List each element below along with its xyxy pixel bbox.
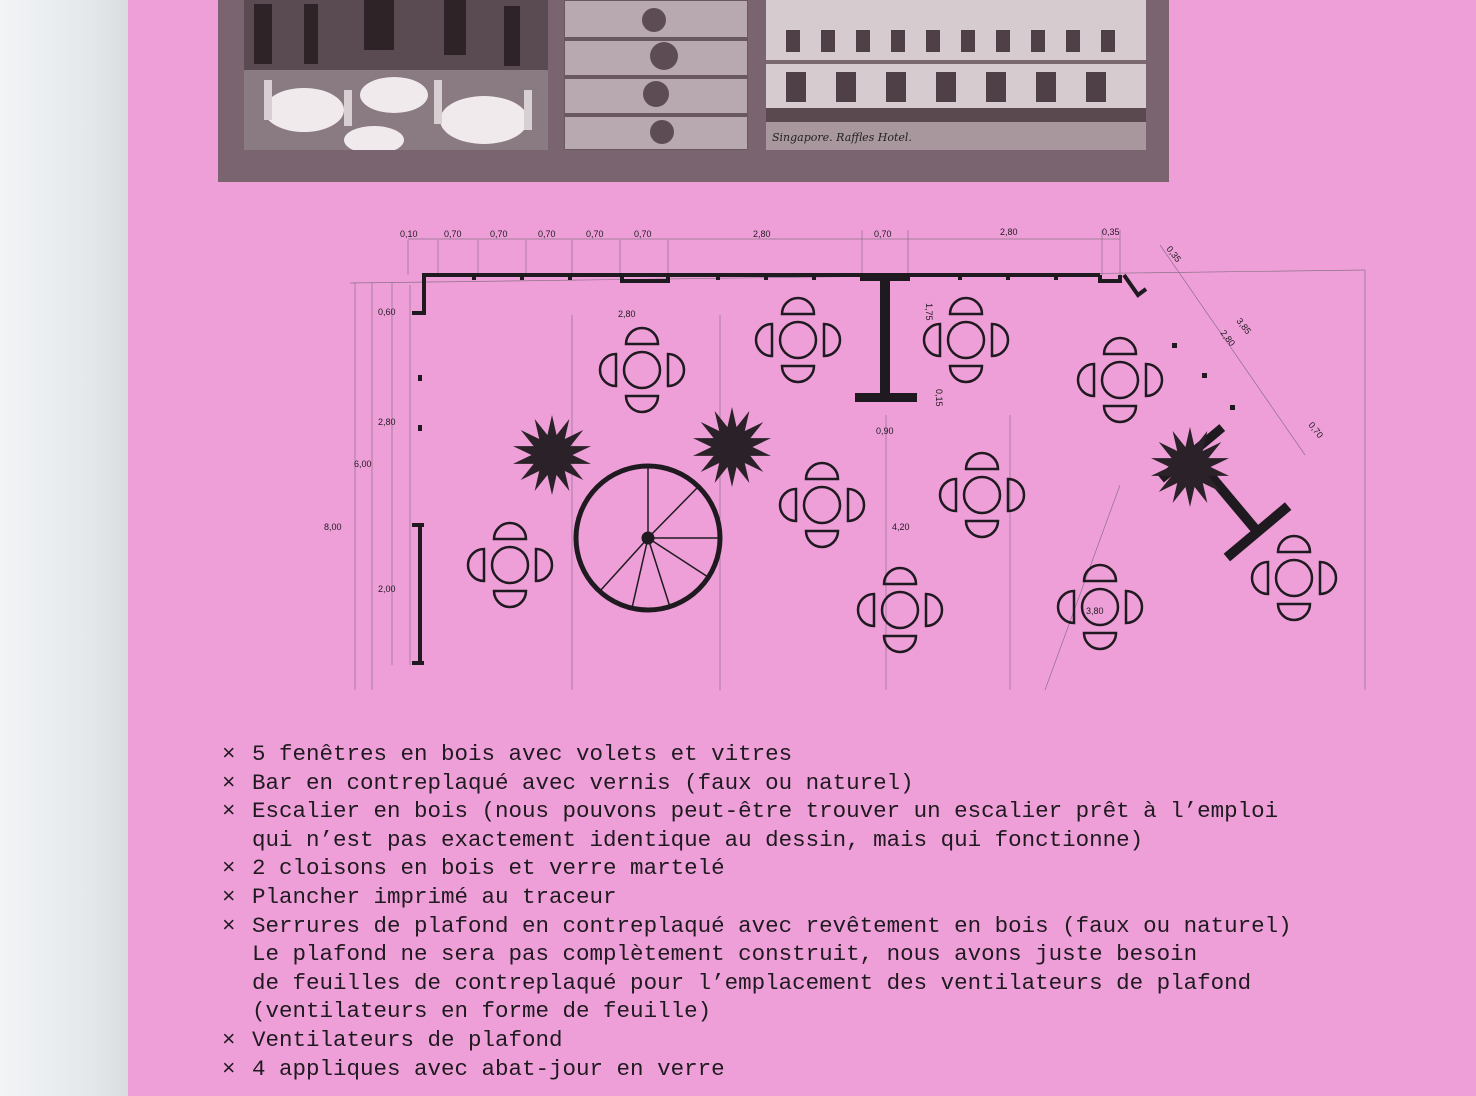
dimension-labels — [324, 227, 1325, 616]
bullet-mark: × — [222, 1055, 236, 1082]
photo-strip — [218, 0, 1169, 182]
bar-counter — [855, 273, 917, 402]
table-with-chairs — [780, 463, 864, 547]
floor-plan-drawing — [320, 215, 1380, 705]
table-with-chairs — [600, 328, 684, 412]
requirement-line: (ventilateurs en forme de feuille) — [252, 998, 712, 1025]
dim-left-280: 2,80 — [378, 417, 396, 427]
bullet-mark: × — [222, 1026, 236, 1053]
dim-top-7: 2,80 — [753, 229, 771, 239]
wood-detail-photo — [564, 0, 748, 150]
requirement-line: 4 appliques avec abat-jour en verre — [252, 1055, 725, 1082]
plant-icon — [512, 415, 592, 495]
bullet-mark: × — [222, 912, 236, 939]
dim-left-800: 8,00 — [324, 522, 342, 532]
requirement-line: 5 fenêtres en bois avec volets et vitres — [252, 741, 793, 767]
dim-left-600: 6,00 — [354, 459, 372, 469]
table-with-chairs — [756, 298, 840, 382]
requirement-line: Le plafond ne sera pas complètement construit, nous avons juste besoin — [252, 941, 1198, 968]
dim-top-3: 0,70 — [490, 229, 508, 239]
dim-top-10: 0,35 — [1102, 227, 1120, 237]
plant-icon — [692, 407, 772, 487]
requirement-item — [222, 1055, 1422, 1084]
raffles-hotel-photo — [766, 0, 1146, 150]
requirement-line: de feuilles de contreplaqué pour l’emplacement des ventilateurs de plafond — [252, 969, 1252, 996]
table-with-chairs — [858, 568, 942, 652]
floor-plan — [320, 215, 1380, 705]
table-with-chairs — [1078, 338, 1162, 422]
requirement-item — [222, 1026, 1422, 1055]
dim-inner-280: 2,80 — [618, 309, 636, 319]
dim-right-280: 2,80 — [1218, 328, 1238, 349]
walls — [412, 275, 1146, 663]
requirement-item — [222, 740, 1422, 769]
dim-left-200: 2,00 — [378, 584, 396, 594]
dim-top-4: 0,70 — [538, 229, 556, 239]
dim-inner-420: 4,20 — [892, 522, 910, 532]
page-margin — [0, 0, 128, 1096]
requirement-line: Ventilateurs de plafond — [252, 1026, 563, 1053]
dim-right-385: 3,85 — [1234, 316, 1254, 337]
dim-top-6: 0,70 — [634, 229, 652, 239]
window-markers — [418, 273, 1238, 431]
dim-right-070: 0,70 — [1306, 420, 1326, 441]
requirement-line: Bar en contreplaqué avec vernis (faux ou naturel) — [252, 769, 914, 796]
table-with-chairs — [1252, 536, 1336, 620]
dim-inner-015: 0,15 — [934, 389, 944, 407]
dim-inner-090: 0,90 — [876, 426, 894, 436]
table-with-chairs — [940, 453, 1024, 537]
requirement-line: 2 cloisons en bois et verre martelé — [252, 855, 725, 882]
dim-top-2: 0,70 — [444, 229, 462, 239]
requirement-line: Escalier en bois (nous pouvons peut-être trouver un escalier prêt à l’emploi — [252, 798, 1279, 825]
dim-top-9: 2,80 — [1000, 227, 1018, 237]
requirement-item — [222, 854, 1422, 883]
requirement-line: qui n’est pas exactement identique au dessin, mais qui fonctionne) — [252, 826, 1144, 853]
bullet-mark: × — [222, 769, 236, 796]
requirement-item — [222, 797, 1422, 854]
plant-icon — [1150, 427, 1230, 507]
dim-top-8: 0,70 — [874, 229, 892, 239]
dim-right-035: 0,35 — [1164, 244, 1184, 265]
bullet-mark: × — [222, 855, 236, 882]
table-with-chairs — [468, 523, 552, 607]
requirement-item — [222, 769, 1422, 798]
requirements-list — [222, 740, 1422, 1083]
dim-top-5: 0,70 — [586, 229, 604, 239]
bullet-mark: × — [222, 741, 236, 767]
dining-room-photo — [244, 0, 548, 150]
table-with-chairs — [924, 298, 1008, 382]
requirement-item — [222, 912, 1422, 1026]
photo-caption: Singapore. Raffles Hotel. — [772, 131, 912, 144]
dim-left-060: 0,60 — [378, 307, 396, 317]
bullet-mark: × — [222, 883, 236, 910]
requirement-item — [222, 883, 1422, 912]
bullet-mark: × — [222, 798, 236, 825]
spiral-staircase — [576, 466, 720, 610]
requirement-line: Serrures de plafond en contreplaqué avec revêtement en bois (faux ou naturel) — [252, 912, 1292, 939]
requirement-line: Plancher imprimé au traceur — [252, 883, 617, 910]
dim-inner-175: 1,75 — [924, 303, 934, 321]
dim-inner-380: 3,80 — [1086, 606, 1104, 616]
dim-top-1: 0,10 — [400, 229, 418, 239]
